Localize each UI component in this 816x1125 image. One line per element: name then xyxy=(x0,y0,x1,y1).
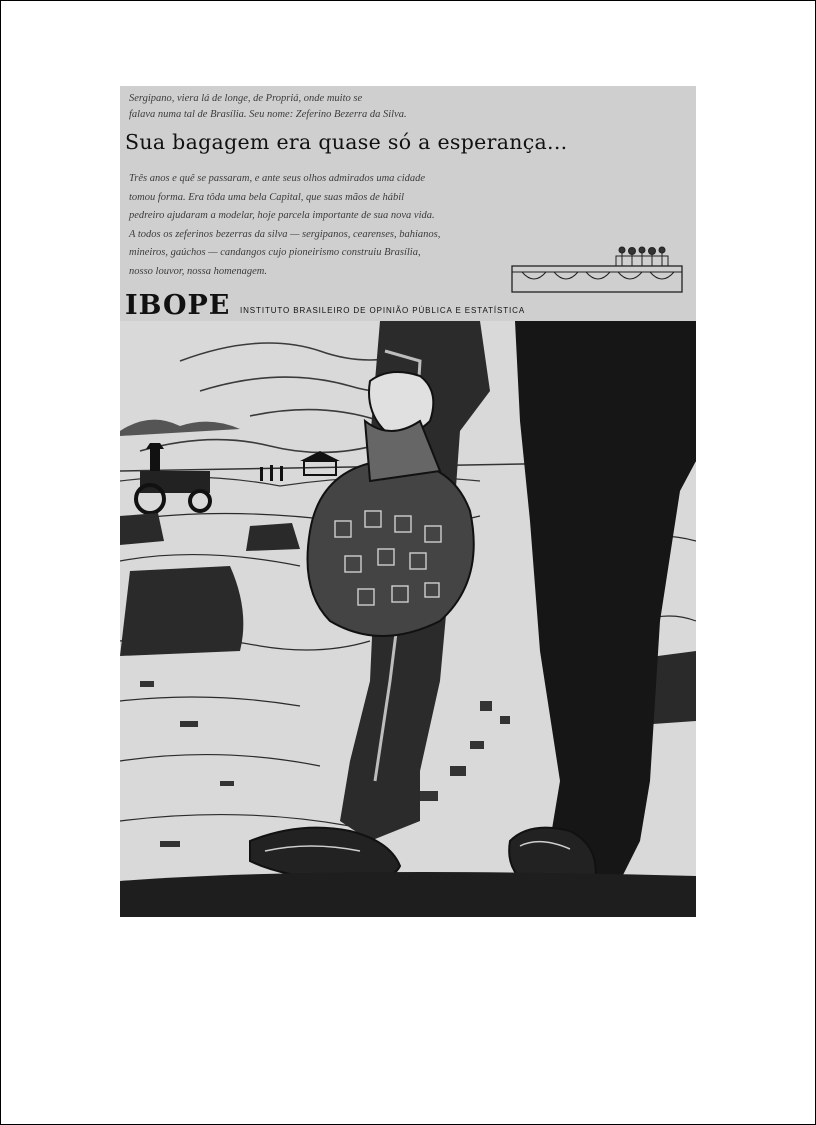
body-line: nosso louvor, nossa homenagem. xyxy=(129,265,267,277)
advertisement xyxy=(120,86,696,917)
body-line: pedreiro ajudaram a modelar, hoje parcela importante de sua nova vida. xyxy=(129,210,435,222)
intro-text xyxy=(129,91,429,123)
body-text xyxy=(129,170,507,282)
body-line: mineiros, gaúchos — candangos cujo pioneirismo construiu Brasília, xyxy=(129,247,421,259)
planter-building-illustration xyxy=(510,238,686,298)
brand-name: IBOPE xyxy=(125,290,231,321)
ibope-logo xyxy=(125,290,695,320)
intro-line: Sergipano, viera lá de longe, de Propriá, onde muito se xyxy=(129,93,363,104)
body-line: tomou forma. Era tôda uma bela Capital, que suas mãos de hábil xyxy=(129,191,405,203)
brand-full-name: INSTITUTO BRASILEIRO DE OPINIÃO PÚBLICA E ESTATÍSTICA xyxy=(240,306,526,315)
headline: Sua bagagem era quase só a esperança... xyxy=(125,130,568,154)
candango-worker-illustration xyxy=(120,321,696,917)
body-line: A todos os zeferinos bezerras da silva — sergipanos, cearenses, bahianos, xyxy=(129,228,441,240)
intro-line: falava numa tal de Brasília. Seu nome: Zeferino Bezerra da Silva. xyxy=(129,109,407,120)
body-line: Três anos e quê se passaram, e ante seus olhos admirados uma cidade xyxy=(129,173,426,184)
